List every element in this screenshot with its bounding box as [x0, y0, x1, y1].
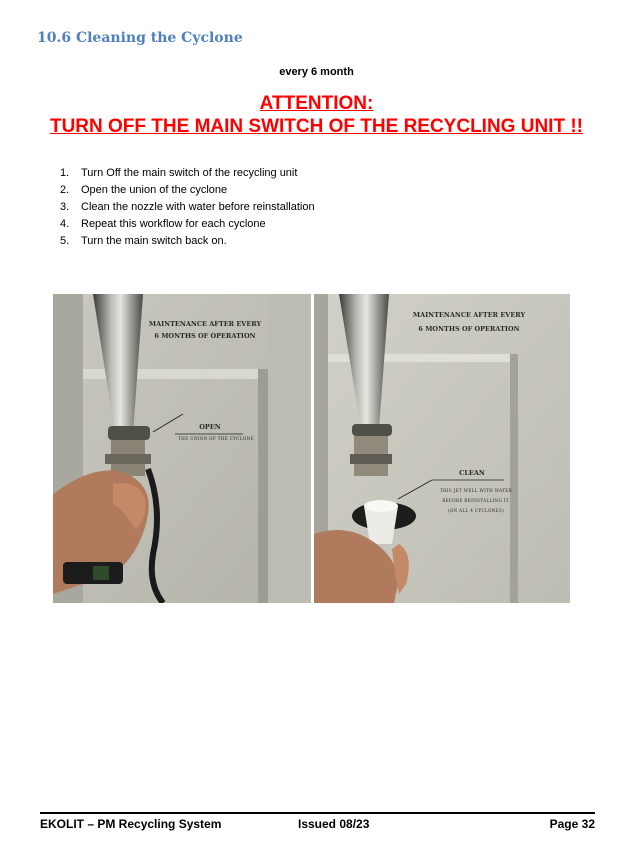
attention-warning	[0, 92, 633, 138]
callout-text: THE UNION OF THE CYCLONE	[178, 436, 254, 441]
step-number: 2.	[60, 184, 70, 196]
attention-heading: ATTENTION:	[259, 93, 374, 114]
list-item	[60, 216, 315, 233]
list-item	[60, 165, 315, 182]
list-item	[60, 182, 315, 199]
step-number: 4.	[60, 218, 70, 230]
pipe-clamp	[352, 424, 392, 436]
page-footer	[40, 812, 595, 831]
step-text: Repeat this workflow for each cyclone	[81, 218, 266, 230]
pipe-clamp	[108, 426, 150, 440]
footer-product: EKOLIT – PM Recycling System	[40, 817, 222, 831]
photo-clean-jet-illustration	[314, 294, 570, 603]
step-text: Turn the main switch back on.	[81, 235, 227, 247]
callout-text-line1: THIS JET WELL WITH WATER	[439, 488, 513, 493]
step-list	[60, 165, 315, 250]
photo-sign-line2: 6 MONTHS OF OPERATION	[154, 332, 256, 340]
step-text: Clean the nozzle with water before reinstallation	[81, 201, 315, 213]
callout-text-line3: (ON ALL 4 CYCLONES)	[447, 508, 505, 513]
step-text: Open the union of the cyclone	[81, 184, 228, 196]
section-title: 10.6 Cleaning the Cyclone	[37, 30, 243, 46]
step-number: 3.	[60, 201, 70, 213]
step-number: 5.	[60, 235, 70, 247]
attention-message: TURN OFF THE MAIN SWITCH OF THE RECYCLING UNIT !!	[49, 116, 583, 137]
list-item	[60, 233, 315, 250]
photo-clean-jet	[314, 294, 570, 603]
footer-page-number: Page 32	[549, 817, 595, 831]
callout-text-line2: BEFORE REINSTALLING IT.	[442, 498, 510, 503]
step-number: 1.	[60, 167, 70, 179]
photo-sign-line2: 6 MONTHS OF OPERATION	[418, 325, 520, 333]
footer-issue-date: Issued 08/23	[298, 817, 370, 831]
photo-sign-line1: MAINTENANCE AFTER EVERY	[148, 320, 262, 328]
maintenance-frequency: every 6 month	[279, 66, 354, 78]
photo-open-union	[53, 294, 311, 603]
callout-title: OPEN	[199, 423, 221, 431]
list-item	[60, 199, 315, 216]
callout-title: CLEAN	[459, 469, 485, 477]
photo-sign-line1: MAINTENANCE AFTER EVERY	[412, 311, 526, 319]
step-text: Turn Off the main switch of the recycling unit	[81, 167, 298, 179]
